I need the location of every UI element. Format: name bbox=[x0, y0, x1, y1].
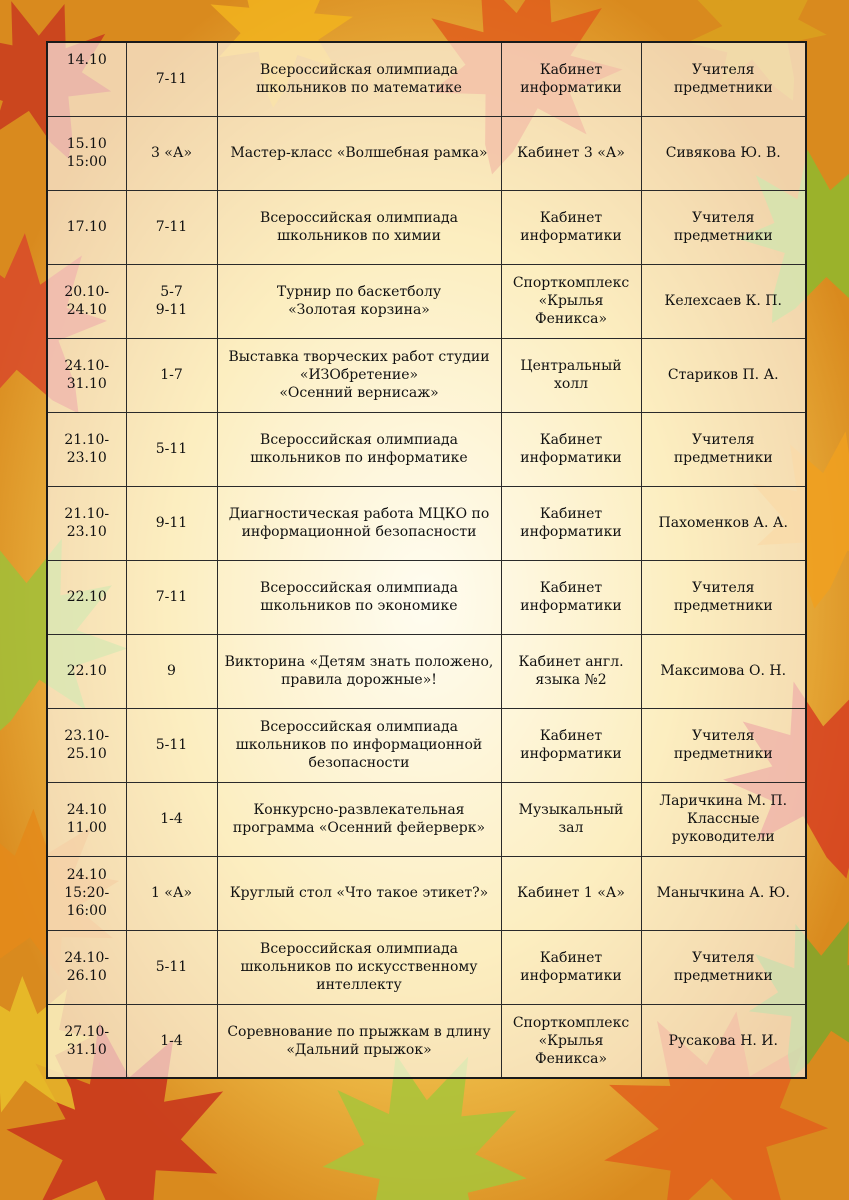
responsible-cell: Учителя предметники bbox=[641, 560, 806, 634]
responsible-cell: Учителя предметники bbox=[641, 42, 806, 116]
event-cell: Выставка творческих работ студии «ИЗОбретение» «Осенний вернисаж» bbox=[217, 338, 501, 412]
event-cell: Всероссийская олимпиада школьников по искусственному интеллекту bbox=[217, 930, 501, 1004]
responsible-cell: Учителя предметники bbox=[641, 708, 806, 782]
responsible-cell: Учителя предметники bbox=[641, 190, 806, 264]
date-cell: 24.10- 26.10 bbox=[47, 930, 126, 1004]
date-cell: 24.10 15:20- 16:00 bbox=[47, 856, 126, 930]
grade-cell: 9 bbox=[126, 634, 217, 708]
grade-cell: 9-11 bbox=[126, 486, 217, 560]
event-cell: Круглый стол «Что такое этикет?» bbox=[217, 856, 501, 930]
responsible-cell: Учителя предметники bbox=[641, 412, 806, 486]
date-cell: 14.10 bbox=[47, 42, 126, 116]
table-row bbox=[47, 782, 806, 856]
grade-cell: 1-4 bbox=[126, 782, 217, 856]
date-cell: 15.10 15:00 bbox=[47, 116, 126, 190]
date-cell: 21.10- 23.10 bbox=[47, 412, 126, 486]
responsible-cell: Стариков П. А. bbox=[641, 338, 806, 412]
grade-cell: 5-11 bbox=[126, 412, 217, 486]
table-row bbox=[47, 708, 806, 782]
responsible-cell: Келехсаев К. П. bbox=[641, 264, 806, 338]
place-cell: Кабинет информатики bbox=[501, 42, 641, 116]
event-cell: Турнир по баскетболу «Золотая корзина» bbox=[217, 264, 501, 338]
event-cell: Всероссийская олимпиада школьников по информатике bbox=[217, 412, 501, 486]
date-cell: 24.10 11.00 bbox=[47, 782, 126, 856]
event-cell: Всероссийская олимпиада школьников по математике bbox=[217, 42, 501, 116]
table-row bbox=[47, 930, 806, 1004]
table-row bbox=[47, 116, 806, 190]
table-row bbox=[47, 856, 806, 930]
responsible-cell: Русакова Н. И. bbox=[641, 1004, 806, 1078]
place-cell: Кабинет информатики bbox=[501, 190, 641, 264]
date-cell: 24.10- 31.10 bbox=[47, 338, 126, 412]
table-row bbox=[47, 560, 806, 634]
place-cell: Кабинет 3 «А» bbox=[501, 116, 641, 190]
grade-cell: 5-11 bbox=[126, 930, 217, 1004]
grade-cell: 1 «А» bbox=[126, 856, 217, 930]
table-row bbox=[47, 486, 806, 560]
grade-cell: 1-7 bbox=[126, 338, 217, 412]
grade-cell: 7-11 bbox=[126, 560, 217, 634]
event-cell: Соревнование по прыжкам в длину «Дальний прыжок» bbox=[217, 1004, 501, 1078]
place-cell: Кабинет англ. языка №2 bbox=[501, 634, 641, 708]
place-cell: Спорткомплекс «Крылья Феникса» bbox=[501, 264, 641, 338]
table-row bbox=[47, 412, 806, 486]
responsible-cell: Ларичкина М. П. Классные руководители bbox=[641, 782, 806, 856]
table-row bbox=[47, 190, 806, 264]
grade-cell: 7-11 bbox=[126, 42, 217, 116]
date-cell: 23.10- 25.10 bbox=[47, 708, 126, 782]
date-cell: 22.10 bbox=[47, 560, 126, 634]
table-row bbox=[47, 264, 806, 338]
responsible-cell: Пахоменков А. А. bbox=[641, 486, 806, 560]
place-cell: Кабинет информатики bbox=[501, 930, 641, 1004]
place-cell: Музыкальный зал bbox=[501, 782, 641, 856]
table-row bbox=[47, 338, 806, 412]
event-cell: Диагностическая работа МЦКО по информационной безопасности bbox=[217, 486, 501, 560]
table-row bbox=[47, 634, 806, 708]
grade-cell: 7-11 bbox=[126, 190, 217, 264]
responsible-cell: Сивякова Ю. В. bbox=[641, 116, 806, 190]
place-cell: Кабинет информатики bbox=[501, 412, 641, 486]
responsible-cell: Манычкина А. Ю. bbox=[641, 856, 806, 930]
place-cell: Центральный холл bbox=[501, 338, 641, 412]
place-cell: Кабинет 1 «А» bbox=[501, 856, 641, 930]
event-cell: Мастер-класс «Волшебная рамка» bbox=[217, 116, 501, 190]
grade-cell: 5-7 9-11 bbox=[126, 264, 217, 338]
place-cell: Кабинет информатики bbox=[501, 708, 641, 782]
event-cell: Всероссийская олимпиада школьников по экономике bbox=[217, 560, 501, 634]
place-cell: Кабинет информатики bbox=[501, 486, 641, 560]
schedule-body bbox=[47, 42, 806, 1078]
event-cell: Всероссийская олимпиада школьников по информационной безопасности bbox=[217, 708, 501, 782]
event-cell: Викторина «Детям знать положено, правила дорожные»! bbox=[217, 634, 501, 708]
place-cell: Спорткомплекс «Крылья Феникса» bbox=[501, 1004, 641, 1078]
grade-cell: 1-4 bbox=[126, 1004, 217, 1078]
event-cell: Всероссийская олимпиада школьников по химии bbox=[217, 190, 501, 264]
grade-cell: 5-11 bbox=[126, 708, 217, 782]
date-cell: 17.10 bbox=[47, 190, 126, 264]
grade-cell: 3 «А» bbox=[126, 116, 217, 190]
table-row bbox=[47, 42, 806, 116]
date-cell: 27.10- 31.10 bbox=[47, 1004, 126, 1078]
date-cell: 22.10 bbox=[47, 634, 126, 708]
event-cell: Конкурсно-развлекательная программа «Осенний фейерверк» bbox=[217, 782, 501, 856]
responsible-cell: Учителя предметники bbox=[641, 930, 806, 1004]
events-schedule-table bbox=[46, 41, 807, 1079]
table-row bbox=[47, 1004, 806, 1078]
place-cell: Кабинет информатики bbox=[501, 560, 641, 634]
responsible-cell: Максимова О. Н. bbox=[641, 634, 806, 708]
date-cell: 21.10- 23.10 bbox=[47, 486, 126, 560]
date-cell: 20.10- 24.10 bbox=[47, 264, 126, 338]
